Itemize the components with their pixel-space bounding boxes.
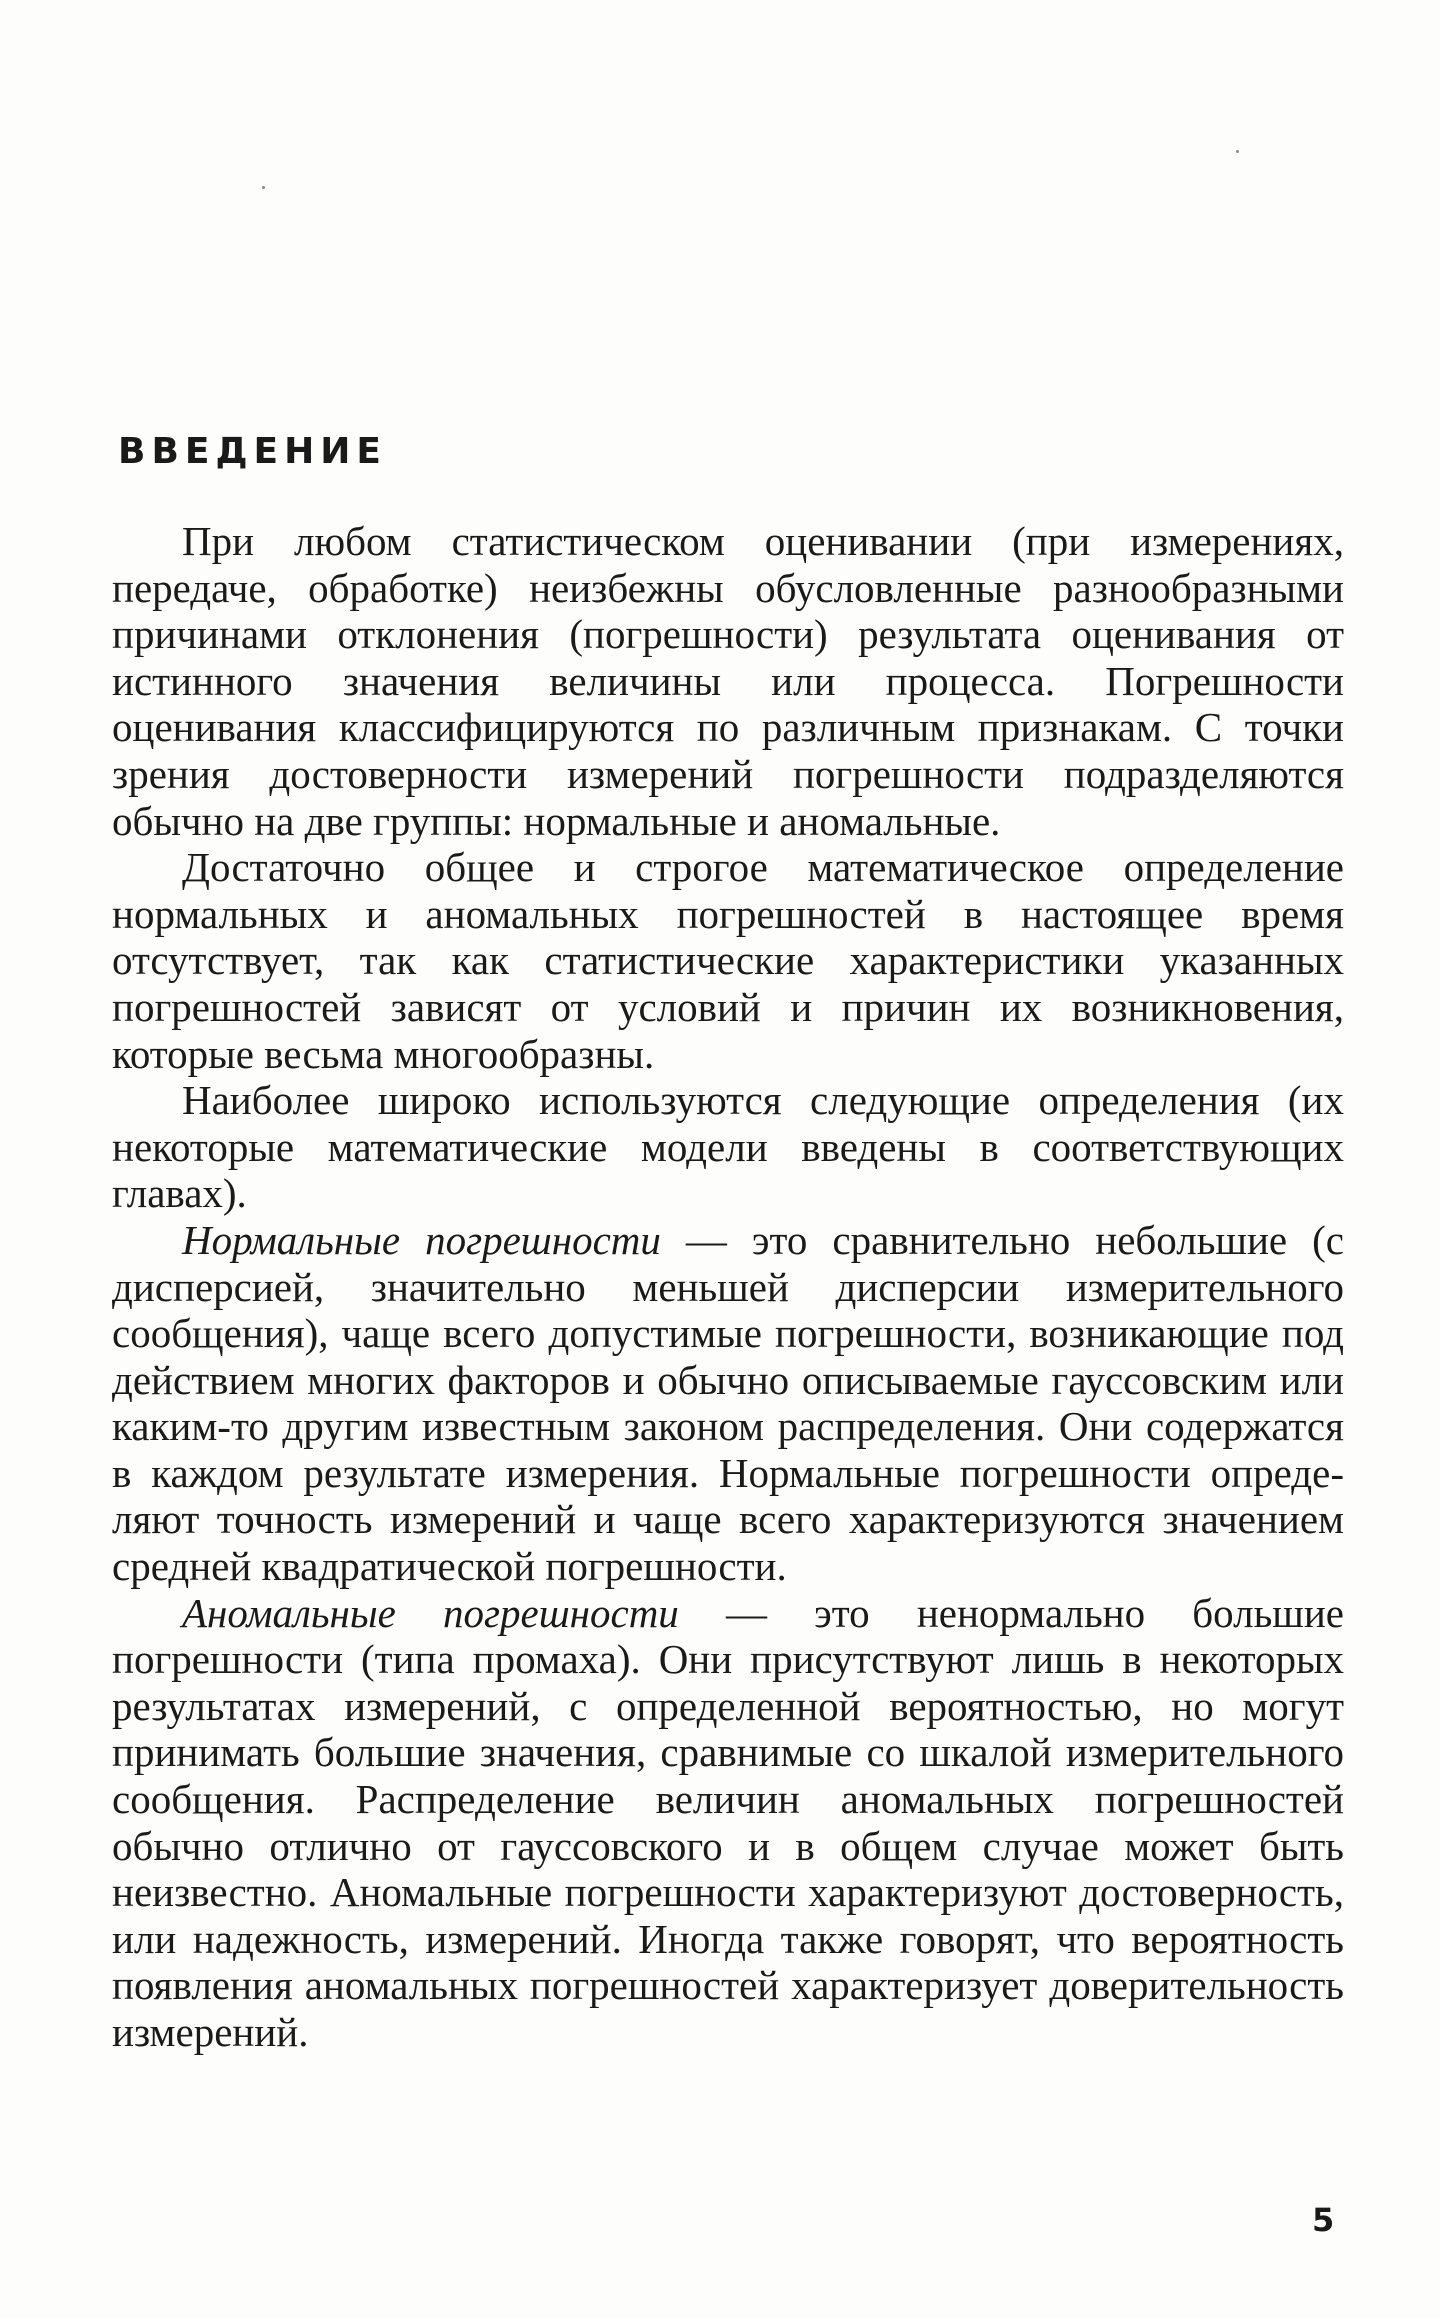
paragraph-text: — это ненормально большие погрешности (типа промаха). Они присутствуют лишь в некоторых результатах измерений, с определенной вероятностью, но могут принимать большие значения, сравнимые со шкалой измерительного сообщения. Распределение величин аномальных погрешностей обычно отлично от гауссовского и в общем случае может быть неизвестно. Аномальные погрешности характеризуют достоверность, или надежность, измерений. Иногда также говорят, что вероятность появления аномальных погрешностей характеризует доверительность измерений. [112, 1589, 1344, 2055]
body-text [112, 518, 1344, 2056]
paragraph [112, 844, 1344, 1077]
paragraph-text: При любом статистическом оценивании (при измерениях, передаче, обработке) неизбежны обусловленные разнообразными причинами отклонения (погрешности) результата оценивания от истинного значения величины или процесса. Погрешности оценивания классифицируются по различным признакам. С точки зрения достоверности измерений погрешности подразделяются обычно на две группы: нормальные и аномальные. [112, 518, 1344, 844]
paragraph-text: Наиболее широко используются следующие определения (их некоторые математические модели введены в соответствующих главах). [112, 1077, 1344, 1217]
definition-paragraph [112, 1590, 1344, 2056]
section-heading: ВВЕДЕНИЕ [118, 431, 387, 472]
paragraph [112, 518, 1344, 844]
paragraph-text: Достаточно общее и строгое математическое определение нормальных и аномальных погрешностей в настоящее время отсутствует, так как статистические характеристики указанных погрешностей зависят от условий и причин их возникновения, которые весьма многообразны. [112, 844, 1344, 1077]
page-number: 5 [1312, 2201, 1335, 2239]
paragraph [112, 1077, 1344, 1217]
term-anomalous-errors: Аномальные погрешности [182, 1589, 679, 1636]
paragraph-text: — это сравнительно небольшие (с дисперсией, значительно меньшей дисперсии измерительного сообщения), чаще всего допустимые погрешности, возникающие под действием многих факторов и обычно описываемые гауссовским или каким-то другим известным законом распределения. Они содержатся в каждом результате измерения. Нормальные погрешности определяют точность измерений и чаще всего характеризуются значением средней квадратической погрешности. [112, 1216, 1344, 1590]
scan-speck [262, 186, 265, 189]
term-normal-errors: Нормальные погрешности [182, 1216, 661, 1263]
definition-paragraph [112, 1217, 1344, 1590]
scan-speck [1236, 150, 1239, 153]
